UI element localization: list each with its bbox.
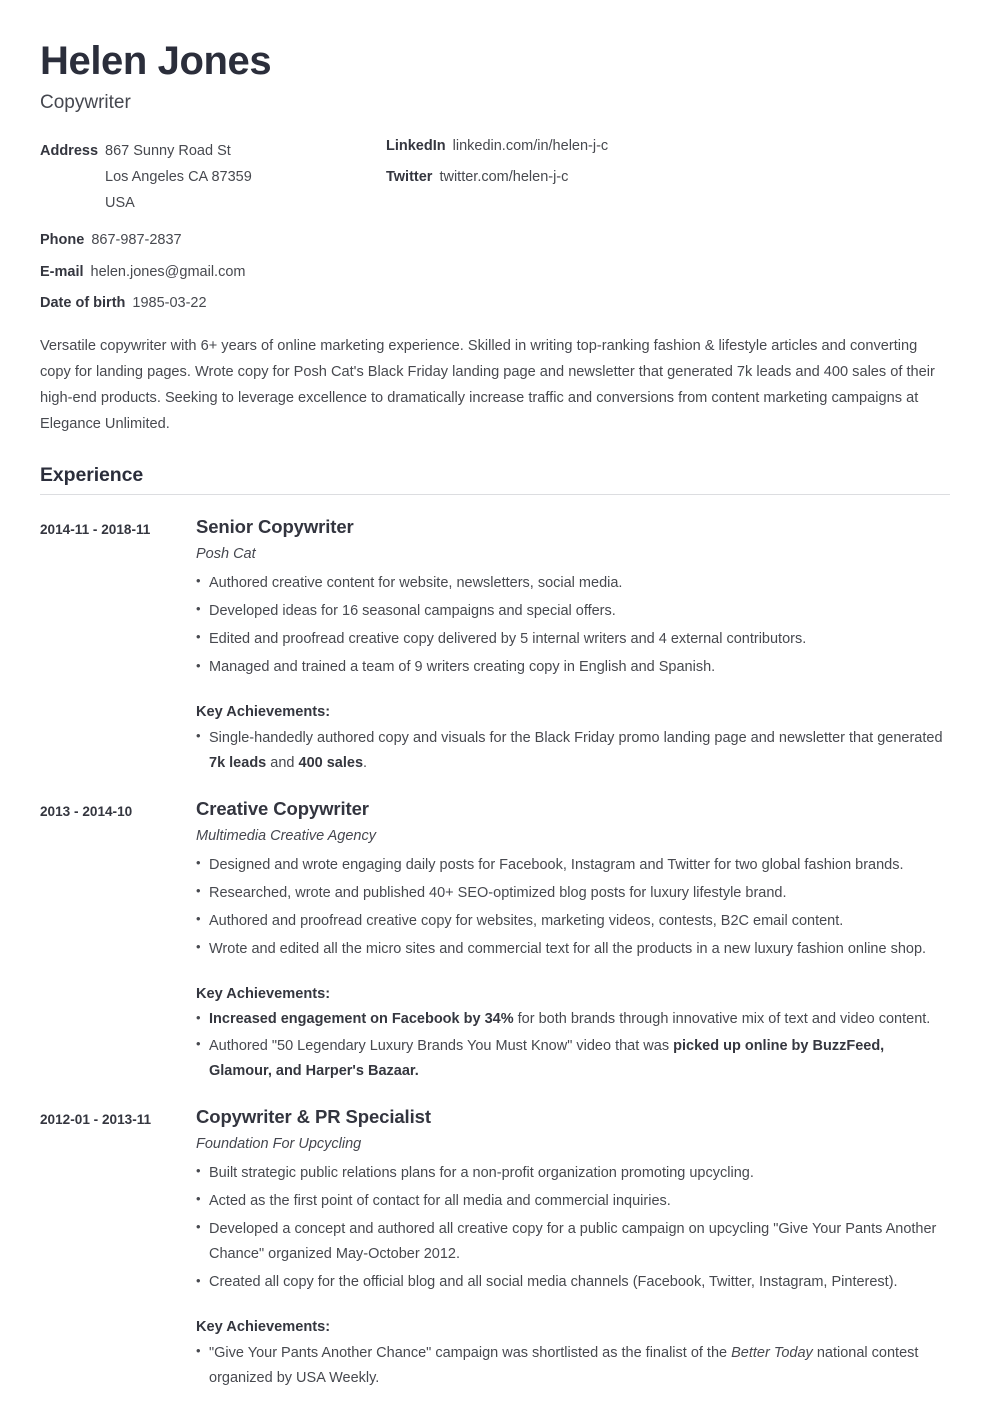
list-item: • Single-handedly authored copy and visuals for the Black Friday promo landing page and newsletter that generated 7k leads and 400 sales. <box>196 726 950 776</box>
section-heading-experience: Experience <box>40 464 950 495</box>
contact-value-twitter[interactable]: twitter.com/helen-j-c <box>439 169 569 186</box>
experience-list <box>40 516 950 1392</box>
experience-dates: 2013 - 2014-10 <box>40 803 133 819</box>
list-item: • Authored and proofread creative copy for websites, marketing videos, contests, B2C email content. <box>196 909 950 934</box>
experience-duty-list <box>196 571 950 680</box>
key-achievements-label: Key Achievements: <box>196 704 331 721</box>
contact-column-right <box>386 139 950 185</box>
list-item: • Wrote and edited all the micro sites and commercial text for all the products in a new luxury fashion online shop. <box>196 937 950 962</box>
contact-row-twitter <box>386 170 950 185</box>
address-line-1: 867 Sunny Road St <box>105 142 231 159</box>
contact-label-phone: Phone <box>40 232 85 249</box>
list-item: • "Give Your Pants Another Chance" campaign was shortlisted as the finalist of the Better Today national contest organized by USA Weekly. <box>196 1341 950 1391</box>
experience-dates: 2012-01 - 2013-11 <box>40 1111 152 1127</box>
contact-row-address <box>40 139 386 216</box>
contact-label-linkedin: LinkedIn <box>386 137 446 154</box>
list-item: • Developed a concept and authored all creative copy for a public campaign on upcycling "Give Your Pants Another Chance" organized May-October 2012. <box>196 1217 950 1267</box>
experience-body <box>196 1106 950 1392</box>
list-item: • Increased engagement on Facebook by 34% for both brands through innovative mix of text and video content. <box>196 1007 950 1032</box>
contact-row-email <box>40 265 386 280</box>
key-achievements-label: Key Achievements: <box>196 986 331 1003</box>
key-achievements-list <box>196 1007 950 1083</box>
key-achievements-list <box>196 726 950 776</box>
experience-company: Posh Cat <box>196 545 256 562</box>
experience-duty-list <box>196 853 950 962</box>
experience-company: Multimedia Creative Agency <box>196 827 376 844</box>
list-item: • Authored "50 Legendary Luxury Brands You Must Know" video that was picked up online by BuzzFeed, Glamour, and Harper's Bazaar. <box>196 1034 950 1084</box>
experience-entry <box>40 1106 950 1392</box>
list-item: • Acted as the first point of contact for all media and commercial inquiries. <box>196 1189 950 1214</box>
list-item: • Researched, wrote and published 40+ SEO-optimized blog posts for luxury lifestyle brand. <box>196 881 950 906</box>
contact-value-phone: 867-987-2837 <box>91 232 182 249</box>
address-line-3: USA <box>105 194 135 211</box>
experience-job-title: Copywriter & PR Specialist <box>196 1105 431 1127</box>
contact-value-email: helen.jones@gmail.com <box>90 263 246 280</box>
list-item: • Edited and proofread creative copy delivered by 5 internal writers and 4 external contributors. <box>196 627 950 652</box>
experience-body <box>196 516 950 777</box>
key-achievements-list <box>196 1341 950 1391</box>
contact-row-dob <box>40 296 386 311</box>
experience-entry <box>40 516 950 777</box>
contact-value-linkedin[interactable]: linkedin.com/in/helen-j-c <box>452 137 609 154</box>
contact-value-address <box>105 139 252 216</box>
contact-label-twitter: Twitter <box>386 169 433 186</box>
list-item: • Authored creative content for website, newsletters, social media. <box>196 571 950 596</box>
contact-column-left <box>40 139 386 311</box>
contact-row-phone <box>40 233 386 248</box>
experience-entry <box>40 798 950 1085</box>
experience-job-title: Senior Copywriter <box>196 515 354 537</box>
key-achievements-label: Key Achievements: <box>196 1319 331 1336</box>
contact-label-address: Address <box>40 142 99 159</box>
contact-row-linkedin <box>386 139 950 154</box>
experience-job-title: Creative Copywriter <box>196 797 369 819</box>
list-item: • Created all copy for the official blog and all social media channels (Facebook, Twitter, Instagram, Pinterest). <box>196 1270 950 1295</box>
contact-label-dob: Date of birth <box>40 295 126 312</box>
professional-summary: Versatile copywriter with 6+ years of online marketing experience. Skilled in writing top-ranking fashion & lifestyle articles and converting copy for landing pages. Wrote copy for Posh Cat's Black Friday landing page and newsletter that generated 7k leads and 400 sales of their high-end products. Seeking to leverage excellence to dramatically increase traffic and conversions from content marketing campaigns at Elegance Unlimited. <box>40 337 935 432</box>
experience-company: Foundation For Upcycling <box>196 1135 362 1152</box>
profession-subtitle: Copywriter <box>40 92 131 114</box>
list-item: • Built strategic public relations plans for a non-profit organization promoting upcycling. <box>196 1161 950 1186</box>
contact-details <box>40 139 950 311</box>
list-item: • Managed and trained a team of 9 writers creating copy in English and Spanish. <box>196 655 950 680</box>
contact-label-email: E-mail <box>40 263 84 280</box>
experience-duty-list <box>196 1161 950 1295</box>
list-item: • Developed ideas for 16 seasonal campaigns and special offers. <box>196 599 950 624</box>
contact-value-dob: 1985-03-22 <box>132 295 207 312</box>
experience-dates: 2014-11 - 2018-11 <box>40 521 151 537</box>
experience-body <box>196 798 950 1085</box>
list-item: • Designed and wrote engaging daily posts for Facebook, Instagram and Twitter for two global fashion brands. <box>196 853 950 878</box>
page-title: Helen Jones <box>40 39 272 83</box>
address-line-2: Los Angeles CA 87359 <box>105 168 252 185</box>
